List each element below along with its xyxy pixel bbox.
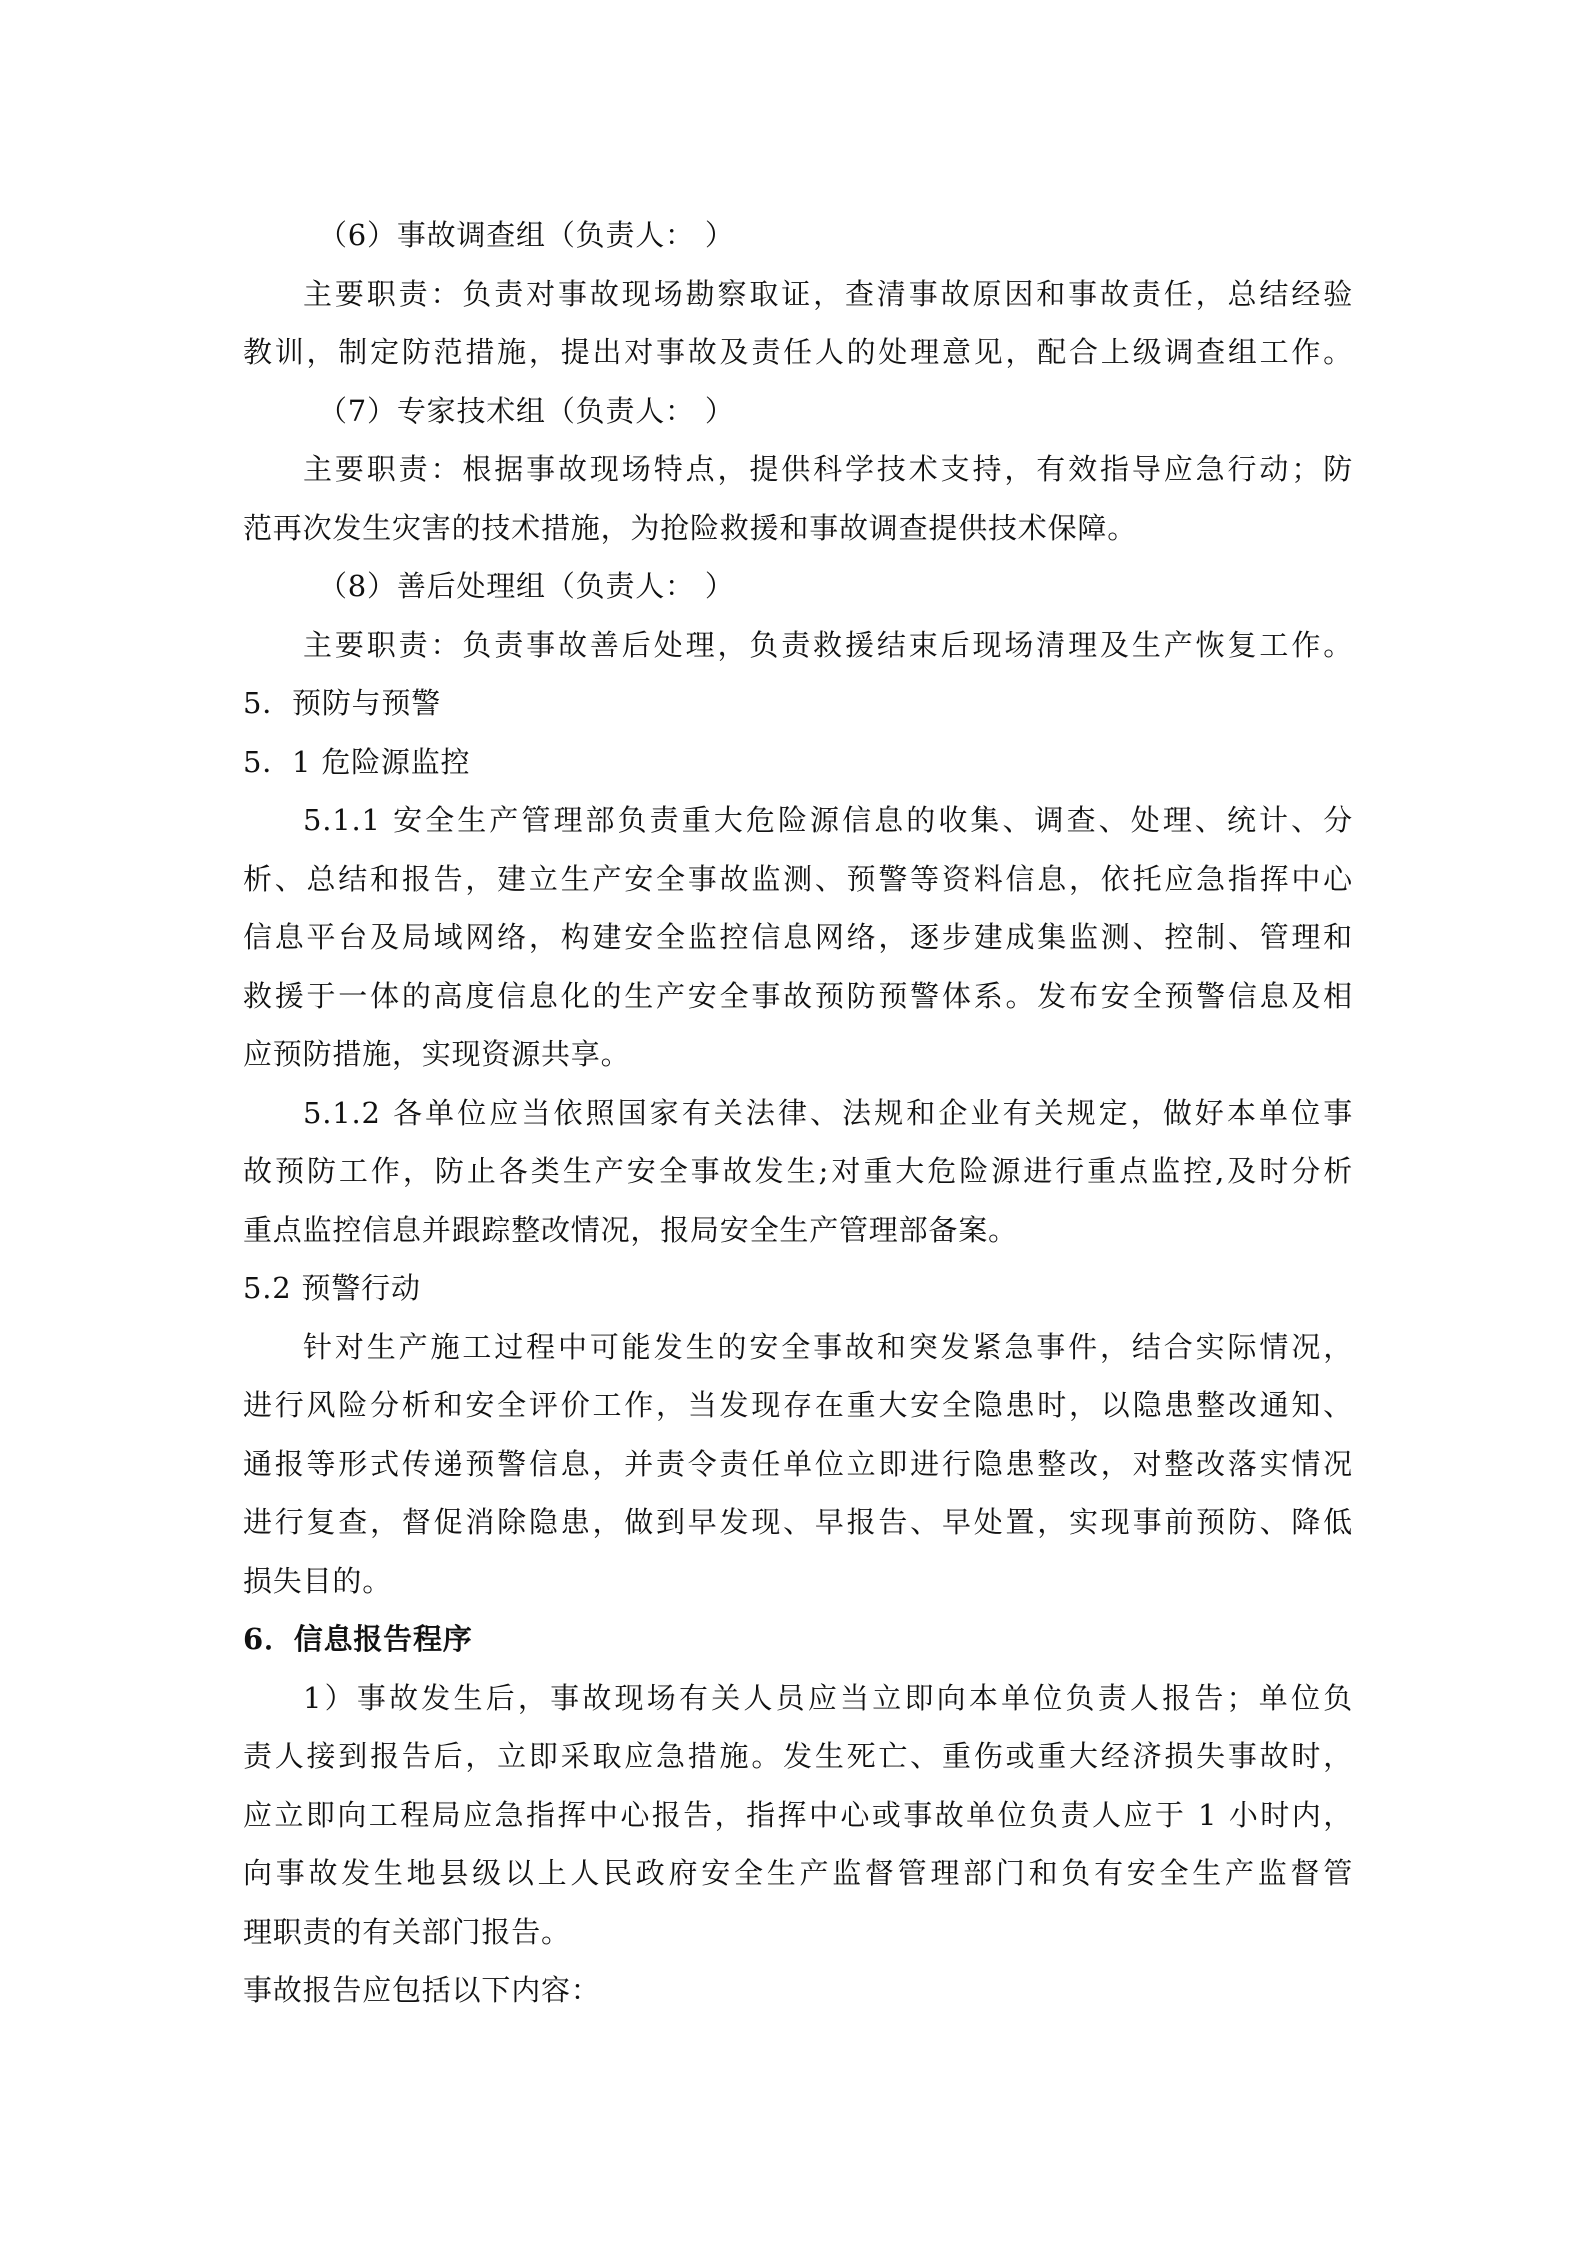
paragraph-line: 5.1.1 安全生产管理部负责重大危险源信息的收集、调查、处理、统计、分	[303, 803, 1353, 837]
section-heading-aftermath-group: （8）善后处理组（负责人： ）	[318, 569, 735, 603]
paragraph-line: 1）事故发生后，事故现场有关人员应当立即向本单位负责人报告；单位负	[303, 1680, 1353, 1715]
paragraph-line: 应立即向工程局应急指挥中心报告，指挥中心或事故单位负责人应于 1 小时内，	[243, 1797, 1353, 1832]
section-heading-warning-action: 5.2 预警行动	[243, 1271, 421, 1305]
section-heading-prevention: 5．预防与预警	[243, 686, 442, 720]
paragraph-line: 进行复查，督促消除隐患，做到早发现、早报告、早处置，实现事前预防、降低	[243, 1505, 1353, 1539]
paragraph-line: 理职责的有关部门报告。	[243, 1914, 571, 1949]
paragraph-line: 析、总结和报告，建立生产安全事故监测、预警等资料信息，依托应急指挥中心	[243, 861, 1353, 896]
paragraph-line: 事故报告应包括以下内容：	[243, 1973, 601, 2007]
paragraph-line: 5.1.2 各单位应当依照国家有关法律、法规和企业有关规定，做好本单位事	[303, 1095, 1353, 1130]
paragraph-line: 主要职责：负责对事故现场勘察取证，查清事故原因和事故责任，总结经验	[303, 276, 1353, 311]
paragraph-line: 故预防工作，防止各类生产安全事故发生;对重大危险源进行重点监控,及时分析	[243, 1154, 1353, 1188]
paragraph-line: 主要职责：根据事故现场特点，提供科学技术支持，有效指导应急行动；防	[303, 452, 1353, 486]
section-heading-expert-group: （7）专家技术组（负责人： ）	[318, 393, 735, 428]
paragraph-line: 信息平台及局域网络，构建安全监控信息网络，逐步建成集监测、控制、管理和	[243, 920, 1353, 954]
paragraph-line: 教训，制定防范措施，提出对事故及责任人的处理意见，配合上级调查组工作。	[243, 335, 1353, 369]
paragraph-line: 进行风险分析和安全评价工作，当发现存在重大安全隐患时，以隐患整改通知、	[243, 1388, 1353, 1422]
paragraph-line: 通报等形式传递预警信息，并责令责任单位立即进行隐患整改，对整改落实情况	[243, 1446, 1353, 1481]
paragraph-line: 针对生产施工过程中可能发生的安全事故和突发紧急事件，结合实际情况，	[303, 1329, 1353, 1364]
paragraph-line: 救援于一体的高度信息化的生产安全事故预防预警体系。发布安全预警信息及相	[243, 978, 1353, 1013]
document-body	[243, 206, 1353, 2020]
paragraph-line: 应预防措施，实现资源共享。	[243, 1037, 631, 1071]
paragraph-line: 重点监控信息并跟踪整改情况，报局安全生产管理部备案。	[243, 1212, 1018, 1247]
paragraph-line: 责人接到报告后，立即采取应急措施。发生死亡、重伤或重大经济损失事故时，	[243, 1739, 1353, 1773]
paragraph-line: 向事故发生地县级以上人民政府安全生产监督管理部门和负有安全生产监督管	[243, 1856, 1353, 1890]
paragraph-line: 范再次发生灾害的技术措施，为抢险救援和事故调查提供技术保障。	[243, 510, 1138, 545]
section-heading-investigation-group: （6）事故调查组（负责人： ）	[318, 218, 735, 252]
section-heading-info-reporting: 6．信息报告程序	[243, 1622, 473, 1656]
paragraph-line: 损失目的。	[243, 1563, 393, 1598]
section-heading-hazard-monitoring: 5．1 危险源监控	[243, 744, 471, 779]
paragraph-line: 主要职责：负责事故善后处理，负责救援结束后现场清理及生产恢复工作。	[303, 627, 1353, 662]
